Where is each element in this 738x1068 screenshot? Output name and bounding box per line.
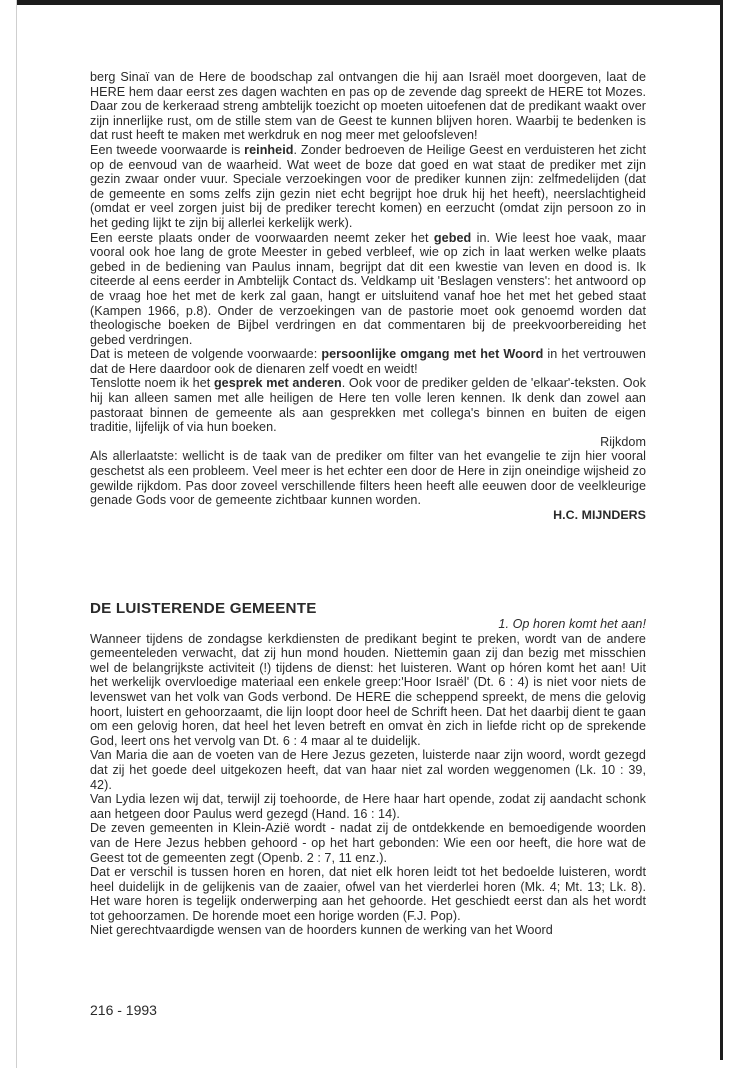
section-subheading: 1. Op horen komt het aan! (498, 617, 646, 631)
emphasis-omgang-woord: persoonlijke omgang met het Woord (321, 347, 544, 362)
page-top-border (16, 0, 722, 5)
paragraph: berg Sinaï van de Here de boodschap zal ontvangen die hij aan Israël moet doorgeven, laat de HERE hem daar eerst zes dagen wachten en pas op de zevende dag spreekt de HERE tot Mozes. Daar zou de kerkeraad streng ambtelijk toezicht op moeten uitoefenen dat de predikant waakt over zijn innerlijke rust, om de stille stem van de Geest te kunnen blijven horen. Waarbij te bedenken is dat rust heeft te maken met werkdruk en nog meer met geloofsleven! (90, 70, 646, 143)
paragraph: Een eerste plaats onder de voorwaarden neemt zeker het gebed in. Wie leest hoe vaak, maar vooral ook hoe lang de grote Meester in gebed verbleef, wie op zich in laat werken welke plaats gebed in de bediening van Paulus innam, begrijpt dat dit een kwestie van leven en dood is. Ik citeerde al eens eerder in Ambtelijk Contact ds. Veldkamp uit 'Beslagen vensters': het antwoord op de vraag hoe het met de kerk zal gaan, hangt er uitsluitend vanaf hoe het met het gebed staat (Kampen 1966, p.8). Onder de verzoekingen van de pastorie moet ook genoemd worden dat theologische boeken de Bijbel verdringen en dat commentaren bij de preekvoorbereiding het gebed verdringen. (90, 230, 646, 347)
emphasis-reinheid: reinheid (244, 142, 294, 157)
emphasis-gesprek: gesprek met anderen (213, 376, 342, 391)
paragraph: Niet gerechtvaardigde wensen van de hoorders kunnen de werking van het Woord (90, 923, 553, 938)
paragraph: Van Maria die aan de voeten van de Here Jezus gezeten, luisterde naar zijn woord, wordt gezegd dat zij het goede deel uitgekozen heeft, dat van haar niet zal worden weggenomen (Lk. 10 : 39, 42). (90, 748, 646, 792)
page-right-border (720, 0, 723, 1060)
paragraph: Wanneer tijdens de zondagse kerkdiensten de predikant begint te preken, wordt van de andere gemeenteleden verwacht, dat zij hun mond houden. Niettemin gaan zij dan bezig met misschien wel de belangrijkste activiteit (!) tijdens de dienst: het luisteren. Want op hóren komt het aan! Uit het werkelijk overvloedige materiaal een enkele greep:'Hoor Israël' (Dt. 6 : 4) is niet voor niets de levenswet van het volk van Gods verbond. De HERE die scheppend spreekt, de mens die gelovig hoort, luistert en gehoorzaamt, die lijn loopt door heel de Schrift heen. Dat het daarbij dient te gaan om een gelovig horen, dat heel het leven betreft en omvat èn zich in liefde richt op de sprekende God, leert ons het vervolg van Dt. 6 : 4 maar al te duidelijk. (90, 631, 646, 748)
emphasis-gebed: gebed (433, 230, 472, 245)
paragraph: Van Lydia lezen wij dat, terwijl zij toehoorde, de Here haar hart opende, zodat zij aandacht schonk aan hetgeen door Paulus werd gezegd (Hand. 16 : 14). (90, 792, 646, 821)
paragraph: Dat er verschil is tussen horen en horen, dat niet elk horen leidt tot het bedoelde luisteren, wordt heel duidelijk in de gelijkenis van de zaaier, ofwel van het vierderlei horen (Mk. 4; Mt. 13; Lk. 8). Het ware horen is tegelijk onderwerping aan het gehoorde. Het geschiedt eerst dan als het wordt tot gehoorzamen. De horende moet een horige worden (F.J. Pop). (90, 865, 646, 923)
author-signature: H.C. MIJNDERS (553, 507, 646, 522)
paragraph: Tenslotte noem ik het gesprek met anderen. Ook voor de prediker gelden de 'elkaar'-teksten. Ook hij kan alleen samen met alle heiligen de Here ten volle leren kennen. Ik denk dan zowel aan pastoraat binnen de gemeente als aan gesprekken met collega's binnen en buiten de eigen traditie, lijfelijk of via hun boeken. (90, 376, 647, 435)
paragraph: Dat is meteen de volgende voorwaarde: persoonlijke omgang met het Woord in het vertrouwen dat de Here daardoor ook de dienaren zelf voedt en weidt! (90, 347, 646, 376)
page-number: 216 - 1993 (90, 1002, 157, 1018)
paragraph: De zeven gemeenten in Klein-Azië wordt - nadat zij de ontdekkende en bemoedigende woorden van de Here Jezus hebben gehoord - op het hart gebonden: Wie een oor heeft, die hore wat de Geest tot de gemeenten zegt (Openb. 2 : 7, 11 enz.). (90, 821, 646, 865)
page-left-edge (16, 0, 17, 1068)
article-prediker-continued (90, 70, 646, 522)
article-title: DE LUISTERENDE GEMEENTE (90, 600, 317, 617)
paragraph: Een tweede voorwaarde is reinheid. Zonder bedroeven de Heilige Geest en verduisteren het zicht op de eenvoud van de waarheid. Wat weet de boze dat goed en wat staat de prediker met zijn gezin zwaar onder vuur. Speciale verzoekingen voor de prediker kunnen zijn: zelfmedelijden (dat de gemeente en soms zelfs zijn gezin niet echt begrijpt hoe druk hij het heeft), neerslachtigheid (omdat er veel zorgen juist bij de prediker terecht komen) en eerzucht (omdat zijn persoon zo in het geding lijkt te zijn bij allerlei kerkelijk werk). (90, 142, 646, 230)
section-subheading: Rijkdom (600, 434, 646, 449)
paragraph: Als allerlaatste: wellicht is de taak van de prediker om filter van het evangelie te zijn hier vooral geschetst als een probleem. Veel meer is het echter een door de Here in zijn oneindige wijsheid zo gewilde rijkdom. Pas door zoveel verschillende filters heen heeft alle eeuwen door de veelkleurige genade Gods voor de gemeente zichtbaar kunnen worden. (90, 449, 646, 508)
article-luisterende-gemeente (90, 601, 646, 938)
